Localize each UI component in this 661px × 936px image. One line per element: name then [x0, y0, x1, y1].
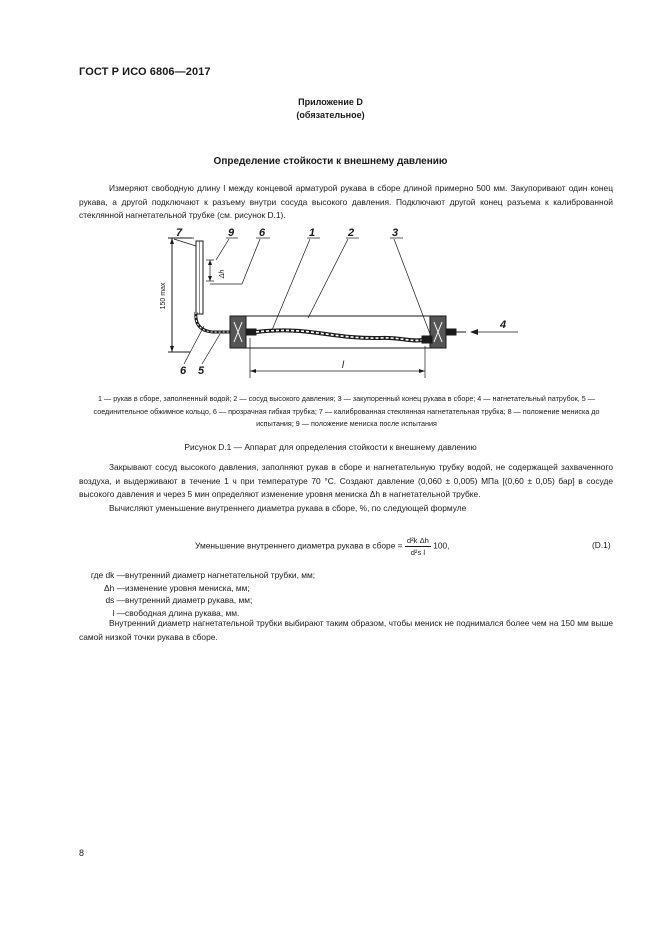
formula-lhs: Уменьшение внутреннего диаметра рукава в сборе = [195, 540, 403, 551]
calc-intro: Вычисляют уменьшение внутреннего диаметра рукава в сборе, %, по следующей формуле [109, 502, 467, 513]
formula [195, 535, 450, 558]
callout-9: 9 [228, 227, 235, 239]
callout-2: 2 [348, 227, 355, 239]
definition-row: где dk — внутренний диаметр нагнетательной трубки, мм; [90, 570, 316, 580]
formula-fraction [405, 535, 431, 558]
figure-caption: Рисунок D.1 — Аппарат для определения стойкости к внешнему давлению [184, 442, 477, 452]
delta-h-label: Δh [219, 269, 226, 279]
equation-number: (D.1) [592, 540, 611, 550]
formula-factor: 100, [433, 540, 450, 551]
symbol-definitions [79, 569, 613, 619]
callout-6-top: 6 [259, 227, 266, 239]
annex-heading [0, 96, 661, 122]
intro-paragraph: Измеряют свободную длину l между концевой арматурой рукава в сборе длиной примерно 500 мм. Закупоривают один конец рукава, а другой подключают к разъему внутри сосуда высокого давления. Подключают другой конец разъема к калиброванной стеклянной нагнетательной трубке (см. рисунок D.1). [79, 183, 613, 220]
annex-status: (обязательное) [296, 110, 365, 120]
flexible-tube [196, 312, 230, 332]
formula-denominator: d²s l [410, 548, 426, 557]
height-limit-label: 150 max [160, 282, 167, 310]
callout-3: 3 [392, 227, 399, 239]
section-title: Определение стойкости к внешнему давлению [213, 156, 448, 167]
crimp-ring [246, 329, 256, 335]
length-label: l [341, 360, 345, 371]
callout-6-bottom: 6 [180, 365, 187, 377]
callout-7: 7 [176, 227, 183, 239]
figure-legend: 1 — рукав в сборе, заполненный водой; 2 — сосуд высокого давления; 3 — закупоренный конец рукава в сборе; 4 — нагнетательный патрубок, 5 — соединительное обжимное кольцо, 6 — прозрачная гибкая трубка; 7 — калиброванная стеклянная нагнетательная трубка; 8 — положение мениска до испытания; 9 — положение мениска после испытания [93, 394, 600, 428]
closing-paragraph: Внутренний диаметр нагнетательной трубки выбирают таким образом, чтобы мениск не поднимался более чем на 150 мм выше самой низкой точки рукава в сборе. [79, 618, 613, 642]
document-header: ГОСТ Р ИСО 6806—2017 [79, 66, 211, 78]
procedure-paragraph: Закрывают сосуд высокого давления, заполняют рукав в сборе и нагнетательную трубку водой, не содержащей захваченного воздуха, и выдерживают в течение 1 ч при температуре 70 °C. Создают давление (0,060 ± 0,005) МПа [(0,60 ± 0,05) бар] в сосуде высокого давления и через 5 мин определяют изменение уровня мениска Δh в нагнетательной трубке. Вычисляют уменьшение внутреннего диаметра рукава в сборе, %, по следующей формуле [79, 461, 613, 515]
plugged-end [422, 336, 432, 343]
definition-row: l — свободная длина рукава, мм. [112, 607, 240, 618]
annex-title: Приложение D [298, 97, 363, 107]
callout-4: 4 [500, 319, 507, 331]
inlet-nozzle [446, 329, 456, 335]
callout-5: 5 [198, 365, 205, 377]
formula-numerator: d²k Δh [406, 536, 429, 545]
definition-row: Δh — изменение уровня мениска, мм; [104, 582, 250, 593]
apparatus-figure [160, 226, 530, 378]
page-number: 8 [79, 848, 85, 858]
definition-row: ds — внутренний диаметр рукава, мм; [105, 595, 253, 606]
callout-1: 1 [309, 227, 316, 239]
